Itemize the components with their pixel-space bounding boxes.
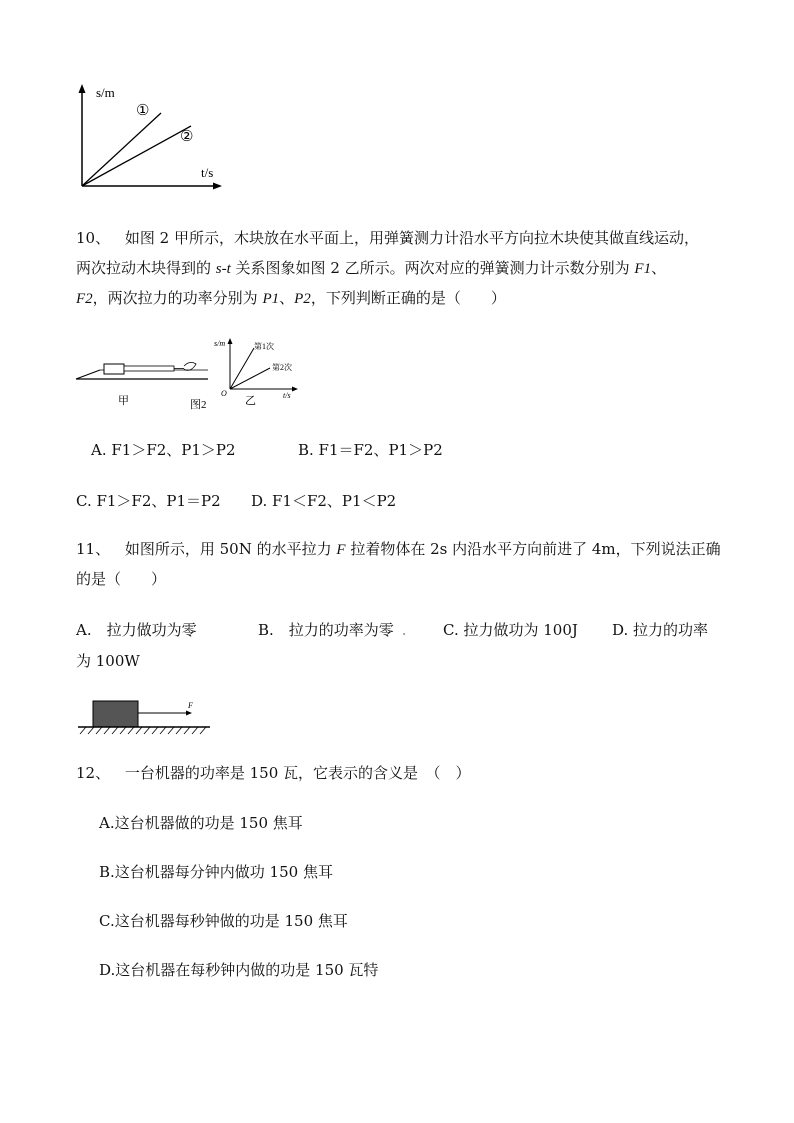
q10-p1: P1 <box>262 291 280 307</box>
q10-st-var: s-t <box>215 261 231 277</box>
line1-label: ① <box>136 103 150 119</box>
q10-option-c[interactable]: C. F1＞F2、P1＝P2 <box>76 492 221 510</box>
label-jia: 甲 <box>118 395 129 407</box>
q11-option-c[interactable]: C. 拉力做功为 100J <box>443 621 578 639</box>
q11-line2: 的是（ ） <box>76 570 167 588</box>
q10-line1 <box>76 228 699 248</box>
q11-line1-b: 拉着物体在 2s 内沿水平方向前进了 4m，下列说法正确 <box>345 540 721 558</box>
q11-option-b-dot: . <box>401 621 407 639</box>
x-axis-arrow-icon <box>213 183 222 190</box>
q11-f-var: F <box>336 542 346 558</box>
q11-option-d-cont: 为 100W <box>76 652 140 670</box>
block-icon <box>93 701 138 727</box>
q10-figure <box>72 332 302 412</box>
q10-option-b[interactable]: B. F1＝F2、P1＞P2 <box>298 441 443 459</box>
hand-icon <box>184 362 196 370</box>
force-arrow-head-icon <box>186 711 192 716</box>
q10-f2: F2 <box>76 291 93 307</box>
q10-number: 10、 <box>76 229 111 247</box>
q11-line1-a: 如图所示，用 50N 的水平拉力 <box>124 540 337 558</box>
q10-line3-b: 、 <box>279 289 295 307</box>
q12-option-d[interactable]: D.这台机器在每秒钟内做的功是 150 瓦特 <box>99 961 379 979</box>
force-label: F <box>188 701 193 710</box>
q10-fig-yi <box>214 338 298 407</box>
q11-option-b[interactable] <box>258 620 407 640</box>
q10-line2-a: 两次拉动木块得到的 <box>76 259 216 277</box>
label-yi: 乙 <box>245 395 256 407</box>
q12-stem: 一台机器的功率是 150 瓦，它表示的含义是 （ ） <box>124 764 471 782</box>
q12-option-c[interactable]: C.这台机器每秒钟做的功是 150 焦耳 <box>99 912 348 930</box>
q11-line1 <box>76 539 721 560</box>
q11-option-b-text: B. 拉力的功率为零 <box>258 621 394 639</box>
q11-number: 11、 <box>76 540 111 558</box>
yi-x-label: t/s <box>283 391 291 400</box>
q12-option-b[interactable]: B.这台机器每分钟内做功 150 焦耳 <box>99 863 333 881</box>
yi-run2: 第2次 <box>272 363 292 372</box>
q10-fig-jia <box>76 362 208 411</box>
q11-option-d[interactable]: D. 拉力的功率 <box>612 621 709 639</box>
spring-scale-icon <box>124 366 174 371</box>
q10-line2 <box>76 258 666 279</box>
label-fig2: 图2 <box>190 399 207 411</box>
q10-f1: F1 <box>634 261 652 277</box>
q10-line2-c: 、 <box>651 259 667 277</box>
y-axis-label: s/m <box>96 85 115 100</box>
q11-option-a[interactable]: A. 拉力做功为零 <box>76 621 197 639</box>
x-axis-label: t/s <box>201 165 214 180</box>
q9-st-graph <box>66 80 226 195</box>
q10-line3-a: ，两次拉力的功率分别为 <box>92 289 263 307</box>
yi-y-label: s/m <box>214 339 226 348</box>
yi-origin: O <box>221 389 227 398</box>
q12-stem-line <box>76 763 471 783</box>
line2-label: ② <box>180 129 194 145</box>
q10-option-d[interactable]: D. F1＜F2、P1＜P2 <box>251 492 397 510</box>
q10-option-a[interactable]: A. F1＞F2、P1＞P2 <box>91 441 236 459</box>
q10-line2-b: 关系图象如图 2 乙所示。两次对应的弹簧测力计示数分别为 <box>230 259 635 277</box>
q10-line3-c: ，下列判断正确的是（ ） <box>310 289 506 307</box>
yi-run1: 第1次 <box>254 342 274 351</box>
q11-figure <box>76 694 216 736</box>
q12-option-a[interactable]: A.这台机器做的功是 150 焦耳 <box>99 814 303 832</box>
q10-line3 <box>76 288 506 309</box>
q12-number: 12、 <box>76 764 111 782</box>
wooden-block-icon <box>104 364 124 374</box>
y-axis-arrow-icon <box>79 84 86 93</box>
q10-p2: P2 <box>294 291 311 307</box>
q10-text1: 如图 2 甲所示，木块放在水平面上，用弹簧测力计沿水平方向拉木块使其做直线运动， <box>124 229 699 247</box>
ground-hatch <box>80 727 206 734</box>
